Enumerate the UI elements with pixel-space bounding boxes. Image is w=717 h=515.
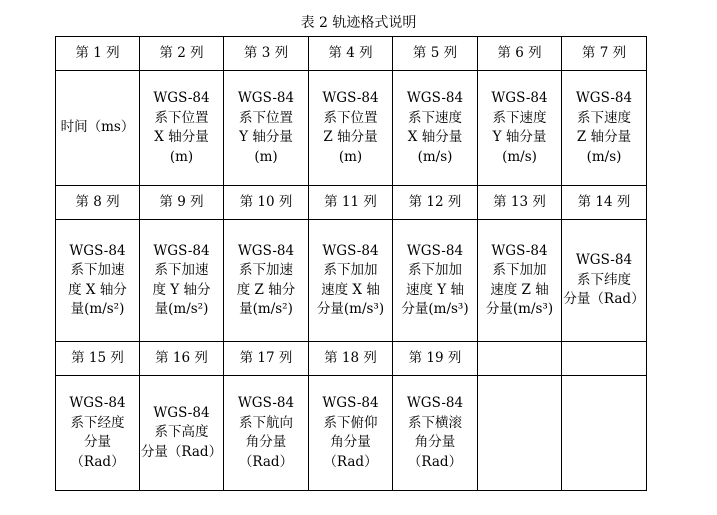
table-cell: WGS-84 系下经度 分量 （Rad） <box>56 376 140 491</box>
content-row-2 <box>56 220 647 342</box>
table-cell: WGS-84 系下加速 度 Y 轴分 量(m/s²) <box>140 220 224 342</box>
column-header: 第 8 列 <box>56 186 140 220</box>
table-cell: WGS-84 系下加加 速度 X 轴 分量(m/s³) <box>309 220 393 342</box>
column-header: 第 11 列 <box>309 186 393 220</box>
header-row-2 <box>56 186 647 220</box>
column-header: 第 6 列 <box>478 37 562 71</box>
empty-header-cell <box>478 342 562 376</box>
table-cell: WGS-84 系下航向 角分量 （Rad） <box>224 376 309 491</box>
header-row-3 <box>56 342 647 376</box>
column-header: 第 9 列 <box>140 186 224 220</box>
table-cell: WGS-84 系下位置 Y 轴分量 (m) <box>224 71 309 186</box>
column-header: 第 14 列 <box>562 186 647 220</box>
column-header: 第 3 列 <box>224 37 309 71</box>
table-cell: WGS-84 系下横滚 角分量 （Rad） <box>393 376 478 491</box>
table-cell: WGS-84 系下加速 度 Z 轴分 量(m/s²) <box>224 220 309 342</box>
table-cell: WGS-84 系下高度 分量（Rad） <box>140 376 224 491</box>
column-header: 第 16 列 <box>140 342 224 376</box>
content-row-1 <box>56 71 647 186</box>
table-cell: WGS-84 系下位置 X 轴分量 (m) <box>140 71 224 186</box>
table-cell: WGS-84 系下速度 X 轴分量 (m/s) <box>393 71 478 186</box>
column-header: 第 18 列 <box>309 342 393 376</box>
table-cell: WGS-84 系下俯仰 角分量 （Rad） <box>309 376 393 491</box>
column-header: 第 13 列 <box>478 186 562 220</box>
column-header: 第 7 列 <box>562 37 647 71</box>
table-caption: 表 2 轨迹格式说明 <box>300 15 417 31</box>
table-cell: WGS-84 系下速度 Y 轴分量 (m/s) <box>478 71 562 186</box>
table-cell: WGS-84 系下加加 速度 Z 轴 分量(m/s³) <box>478 220 562 342</box>
header-row-1 <box>56 37 647 71</box>
empty-header-cell <box>562 342 647 376</box>
column-header: 第 1 列 <box>56 37 140 71</box>
column-header: 第 10 列 <box>224 186 309 220</box>
column-header: 第 5 列 <box>393 37 478 71</box>
table-cell: WGS-84 系下纬度 分量（Rad） <box>562 220 647 342</box>
empty-cell <box>478 376 562 491</box>
table-cell: 时间（ms） <box>56 71 140 186</box>
table-cell: WGS-84 系下位置 Z 轴分量 (m) <box>309 71 393 186</box>
content-row-3 <box>56 376 647 491</box>
column-header: 第 19 列 <box>393 342 478 376</box>
column-header: 第 2 列 <box>140 37 224 71</box>
trajectory-format-table <box>55 36 647 491</box>
table-cell: WGS-84 系下加加 速度 Y 轴 分量(m/s³) <box>393 220 478 342</box>
column-header: 第 17 列 <box>224 342 309 376</box>
empty-cell <box>562 376 647 491</box>
table-cell: WGS-84 系下加速 度 X 轴分 量(m/s²) <box>56 220 140 342</box>
column-header: 第 4 列 <box>309 37 393 71</box>
table-cell: WGS-84 系下速度 Z 轴分量 (m/s) <box>562 71 647 186</box>
column-header: 第 15 列 <box>56 342 140 376</box>
column-header: 第 12 列 <box>393 186 478 220</box>
